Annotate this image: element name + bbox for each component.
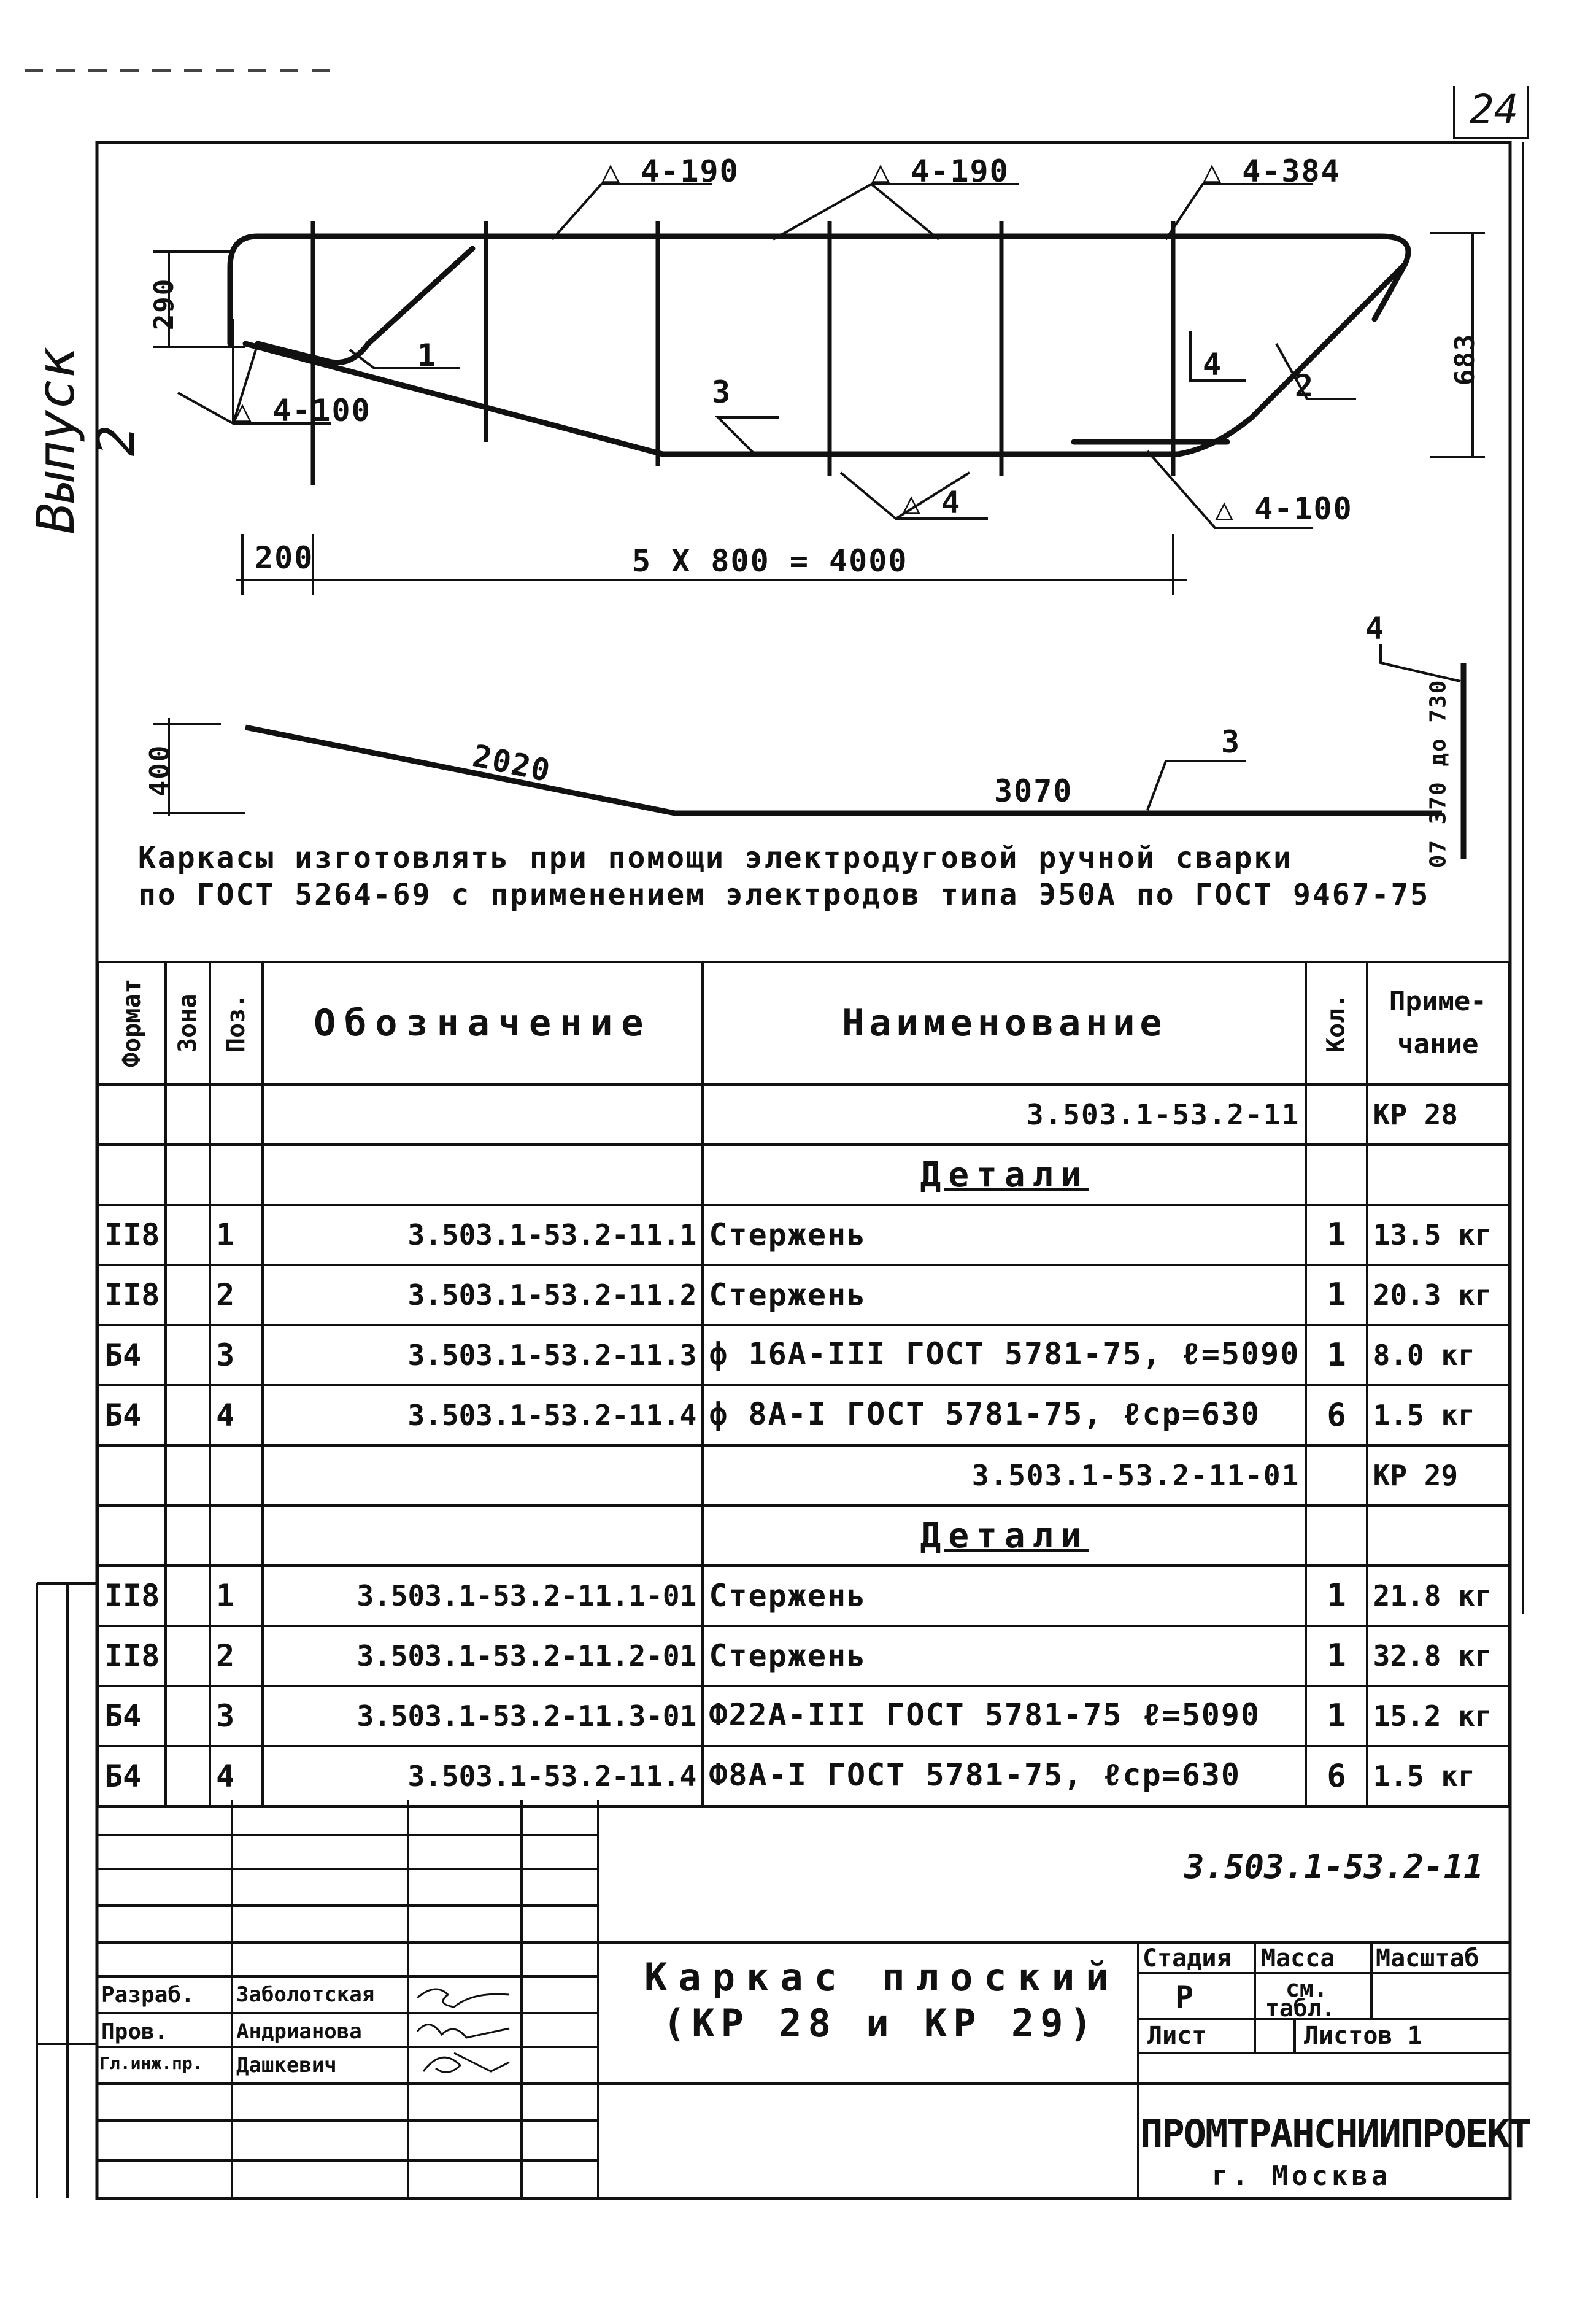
detail-position-4: 4 [1365, 611, 1386, 646]
rod-pos1 [230, 236, 1408, 344]
cell-zone [166, 1325, 210, 1385]
position-label-4: 4 [1203, 347, 1223, 382]
spec-row [98, 1686, 1509, 1746]
cell-note: 20.3 кг [1367, 1265, 1509, 1325]
cell-format: Б4 [98, 1686, 166, 1746]
cell-position: 2 [210, 1626, 263, 1686]
detail-dimension-2020: 2020 [469, 738, 555, 789]
rod-pos1-bend [258, 249, 472, 363]
cell-name: Детали [703, 1506, 1306, 1566]
cell-quantity [1306, 1145, 1367, 1205]
weld-label-top1: △ 4-190 [601, 153, 739, 189]
specification-table [97, 961, 1510, 1808]
cell-note: 1.5 кг [1367, 1385, 1509, 1445]
signature [417, 1989, 509, 2007]
sheets-label: Листов 1 [1304, 2022, 1422, 2050]
role-developer: Разраб. [101, 1982, 195, 2008]
scale-label: Масштаб [1376, 1944, 1479, 1973]
cell-designation [263, 1445, 703, 1506]
cell-format: II8 [98, 1205, 166, 1265]
cell-quantity: 1 [1306, 1626, 1367, 1686]
weld-label-left: △ 4-100 [233, 393, 371, 428]
cell-position: 2 [210, 1265, 263, 1325]
cell-format: Б4 [98, 1385, 166, 1445]
cell-zone [166, 1686, 210, 1746]
detail-rod [153, 644, 1463, 859]
dimension-290: 290 [148, 277, 180, 331]
cell-format: II8 [98, 1566, 166, 1626]
spec-row [98, 1506, 1509, 1566]
spec-row [98, 1205, 1509, 1265]
cell-quantity [1306, 1506, 1367, 1566]
cell-format [98, 1506, 166, 1566]
cell-note [1367, 1506, 1509, 1566]
stirrups [313, 221, 1173, 485]
cell-zone [166, 1626, 210, 1686]
cell-name: 3.503.1-53.2-11 [703, 1085, 1306, 1145]
weld-label-top3: △ 4-384 [1203, 153, 1341, 189]
cell-quantity: 1 [1306, 1205, 1367, 1265]
dimension-200: 200 [255, 540, 314, 576]
position-label-2: 2 [1295, 368, 1315, 404]
header-designation: Обозначение [263, 962, 703, 1085]
cell-quantity: 6 [1306, 1385, 1367, 1445]
cell-format: II8 [98, 1265, 166, 1325]
cell-position: 1 [210, 1205, 263, 1265]
cell-position: 3 [210, 1686, 263, 1746]
cell-note: КР 28 [1367, 1085, 1509, 1145]
note-line-2: по ГОСТ 5264-69 с применением электродов типа Э50А по ГОСТ 9467-75 [138, 878, 1430, 912]
dimension-span: 5 Х 800 = 4000 [632, 543, 908, 579]
weld-label-bottom-right: △ 4-100 [1215, 491, 1353, 527]
detail-dimension-3070: 3070 [994, 773, 1073, 809]
cell-position [210, 1506, 263, 1566]
header-position: Поз. [210, 962, 263, 1085]
detail-dimension-400: 400 [144, 744, 176, 797]
cell-position: 4 [210, 1746, 263, 1806]
cell-position [210, 1085, 263, 1145]
cell-note: 32.8 кг [1367, 1626, 1509, 1686]
cell-zone [166, 1205, 210, 1265]
name-developer: Заболотская [236, 1982, 375, 2007]
spec-row [98, 1085, 1509, 1145]
cell-designation: 3.503.1-53.2-11.2-01 [263, 1626, 703, 1686]
header-note: Приме-чание [1367, 962, 1509, 1085]
cell-name: Ф8А-I ГОСТ 5781-75, ℓср=630 [703, 1746, 1306, 1806]
spec-row [98, 1265, 1509, 1325]
cell-format: Б4 [98, 1325, 166, 1385]
cell-position: 1 [210, 1566, 263, 1626]
cell-name: Стержень [703, 1265, 1306, 1325]
drawing-title-line2: (КР 28 и КР 29) [663, 2001, 1098, 2046]
cell-zone [166, 1746, 210, 1806]
mass-label: Масса [1261, 1944, 1335, 1973]
cell-zone [166, 1506, 210, 1566]
cell-designation: 3.503.1-53.2-11.1-01 [263, 1566, 703, 1626]
cell-designation [263, 1085, 703, 1145]
cell-name: Стержень [703, 1626, 1306, 1686]
spec-row [98, 1566, 1509, 1626]
mass-value-line1: см. [1286, 1975, 1328, 2002]
dimension-683: 683 [1449, 333, 1481, 386]
stage-value: Р [1175, 1979, 1194, 2015]
cell-format: Б4 [98, 1746, 166, 1806]
cell-name: Стержень [703, 1566, 1306, 1626]
cell-note: 1.5 кг [1367, 1746, 1509, 1806]
spec-row [98, 1445, 1509, 1506]
cell-name: ф 16А-III ГОСТ 5781-75, ℓ=5090 [703, 1325, 1306, 1385]
cell-format [98, 1145, 166, 1205]
weld-label-bottom-mid: △ 4 [902, 485, 962, 520]
cell-zone [166, 1385, 210, 1445]
document-code: 3.503.1-53.2-11 [1184, 1847, 1484, 1886]
cell-note: 8.0 кг [1367, 1325, 1509, 1385]
cage-frame [230, 236, 1408, 454]
cell-zone [166, 1566, 210, 1626]
cell-position [210, 1145, 263, 1205]
page-number: 24 [1470, 86, 1519, 133]
cell-quantity [1306, 1445, 1367, 1506]
role-chief-engineer: Гл.инж.пр. [99, 2053, 203, 2073]
cell-position [210, 1445, 263, 1506]
spec-row [98, 1385, 1509, 1445]
cell-designation [263, 1506, 703, 1566]
cell-format [98, 1445, 166, 1506]
cell-designation: 3.503.1-53.2-11.4 [263, 1385, 703, 1445]
cell-quantity: 6 [1306, 1746, 1367, 1806]
organization-name: ПРОМТРАНСНИИПРОЕКТ [1140, 2111, 1530, 2156]
spec-body [98, 1085, 1509, 1806]
signature [423, 2053, 509, 2072]
note-line-1: Каркасы изготовлять при помощи электродуговой ручной сварки [138, 841, 1293, 875]
cell-format: II8 [98, 1626, 166, 1686]
cell-designation: 3.503.1-53.2-11.1 [263, 1205, 703, 1265]
spec-header-row [98, 962, 1509, 1085]
position-label-1: 1 [417, 338, 438, 373]
weld-label-top2: △ 4-190 [871, 153, 1009, 189]
cell-position: 4 [210, 1385, 263, 1445]
cell-zone [166, 1445, 210, 1506]
cell-quantity: 1 [1306, 1265, 1367, 1325]
cell-designation: 3.503.1-53.2-11.4 [263, 1746, 703, 1806]
detail-rod-pos3 [245, 727, 1442, 813]
cell-name: Детали [703, 1145, 1306, 1205]
cell-designation [263, 1145, 703, 1205]
detail-side-dimension: 07 370 до 730 [1425, 679, 1451, 868]
cell-note: КР 29 [1367, 1445, 1509, 1506]
cell-format [98, 1085, 166, 1145]
cell-note: 21.8 кг [1367, 1566, 1509, 1626]
cell-quantity: 1 [1306, 1566, 1367, 1626]
name-chief-engineer: Дашкевич [236, 2053, 337, 2078]
sheet-label: Лист [1147, 2022, 1207, 2050]
cell-quantity: 1 [1306, 1686, 1367, 1746]
cell-zone [166, 1265, 210, 1325]
stage-label: Стадия [1143, 1944, 1232, 1973]
cell-name: 3.503.1-53.2-11-01 [703, 1445, 1306, 1506]
cell-note [1367, 1145, 1509, 1205]
cell-name: Ф22А-III ГОСТ 5781-75 ℓ=5090 [703, 1686, 1306, 1746]
position-label-3: 3 [712, 374, 732, 410]
signature [417, 2025, 509, 2038]
header-format: Формат [98, 962, 166, 1085]
cell-quantity: 1 [1306, 1325, 1367, 1385]
cell-note: 15.2 кг [1367, 1686, 1509, 1746]
organization-city: г. Москва [1212, 2160, 1392, 2192]
cell-position: 3 [210, 1325, 263, 1385]
detail-position-3: 3 [1221, 724, 1241, 760]
cell-designation: 3.503.1-53.2-11.2 [263, 1265, 703, 1325]
spec-row [98, 1325, 1509, 1385]
header-quantity: Кол. [1306, 962, 1367, 1085]
signatures [411, 1979, 522, 2084]
issue-label: Выпуск 2 [26, 347, 146, 534]
cell-name: ф 8А-I ГОСТ 5781-75, ℓср=630 [703, 1385, 1306, 1445]
cell-name: Стержень [703, 1205, 1306, 1265]
cell-zone [166, 1145, 210, 1205]
mass-value-line2: табл. [1265, 1995, 1336, 2022]
cell-zone [166, 1085, 210, 1145]
cell-note: 13.5 кг [1367, 1205, 1509, 1265]
spec-row [98, 1626, 1509, 1686]
spec-row [98, 1746, 1509, 1806]
drawing-title-line1: Каркас плоский [644, 1955, 1120, 2000]
spec-row [98, 1145, 1509, 1205]
role-checker: Пров. [101, 2019, 168, 2044]
name-checker: Андрианова [236, 2019, 362, 2044]
cell-designation: 3.503.1-53.2-11.3 [263, 1325, 703, 1385]
cell-designation: 3.503.1-53.2-11.3-01 [263, 1686, 703, 1746]
header-zone: Зона [166, 962, 210, 1085]
cell-quantity [1306, 1085, 1367, 1145]
header-name: Наименование [703, 962, 1306, 1085]
